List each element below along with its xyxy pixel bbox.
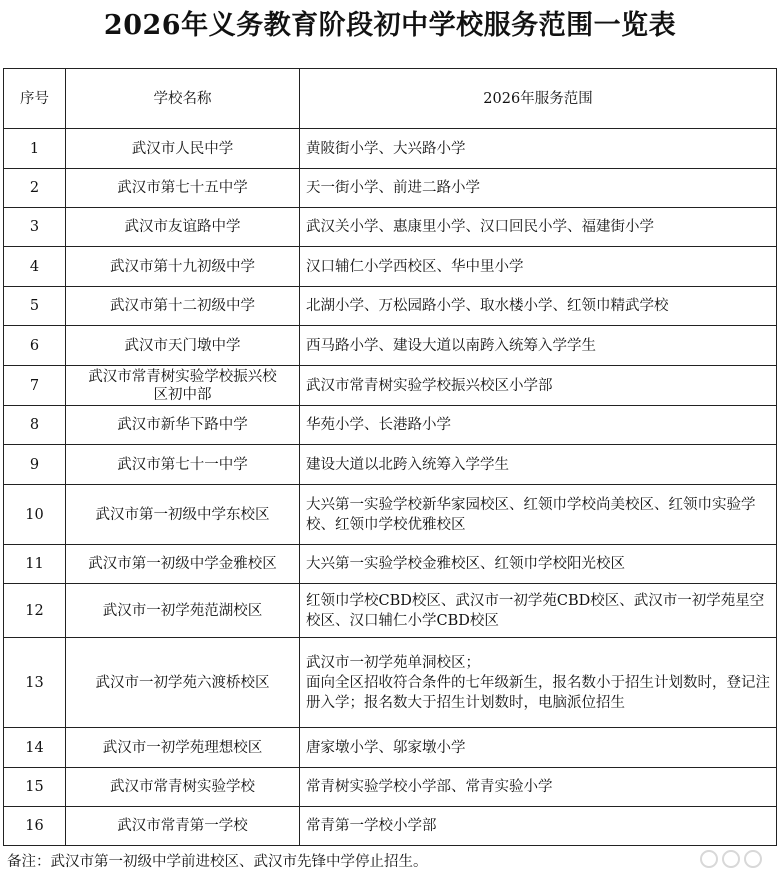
row-service-scope: 武汉市常青树实验学校振兴校区小学部 xyxy=(300,366,777,406)
watermark-dot-icon xyxy=(744,850,762,868)
table-row xyxy=(4,768,777,807)
row-service-scope: 华苑小学、长港路小学 xyxy=(300,406,777,445)
watermark-dot-icon xyxy=(722,850,740,868)
row-index: 8 xyxy=(4,406,66,445)
row-school-name: 武汉市第七十五中学 xyxy=(66,169,300,208)
row-service-scope: 武汉关小学、惠康里小学、汉口回民小学、福建街小学 xyxy=(300,208,777,247)
table-row xyxy=(4,406,777,445)
table-row xyxy=(4,728,777,768)
watermark-dot-icon xyxy=(700,850,718,868)
row-index: 3 xyxy=(4,208,66,247)
row-index: 7 xyxy=(4,366,66,406)
row-service-scope: 建设大道以北跨入统筹入学学生 xyxy=(300,445,777,485)
footnote: 备注：武汉市第一初级中学前进校区、武汉市先锋中学停止招生。 xyxy=(7,854,428,870)
row-school-name: 武汉市人民中学 xyxy=(66,129,300,169)
table-row xyxy=(4,326,777,366)
row-service-scope: 北湖小学、万松园路小学、取水楼小学、红领巾精武学校 xyxy=(300,287,777,326)
table-row xyxy=(4,129,777,169)
page-title: 2026年义务教育阶段初中学校服务范围一览表 xyxy=(103,10,677,41)
row-school-name: 武汉市一初学苑范湖校区 xyxy=(66,584,300,638)
row-school-name: 武汉市第七十一中学 xyxy=(66,445,300,485)
table-row xyxy=(4,169,777,208)
row-service-scope: 唐家墩小学、邬家墩小学 xyxy=(300,728,777,768)
table-row xyxy=(4,445,777,485)
table-row xyxy=(4,584,777,638)
row-index: 2 xyxy=(4,169,66,208)
row-index: 1 xyxy=(4,129,66,169)
row-service-scope: 大兴第一实验学校新华家园校区、红领巾学校尚美校区、红领巾实验学校、红领巾学校优雅校区 xyxy=(300,485,777,545)
table-row xyxy=(4,807,777,846)
row-index: 9 xyxy=(4,445,66,485)
table-row xyxy=(4,545,777,584)
row-service-scope: 常青树实验学校小学部、常青实验小学 xyxy=(300,768,777,807)
row-school-name: 武汉市常青树实验学校 xyxy=(66,768,300,807)
table-row xyxy=(4,247,777,287)
table-row xyxy=(4,287,777,326)
table-row xyxy=(4,208,777,247)
table-row xyxy=(4,638,777,728)
header-index: 序号 xyxy=(4,69,66,129)
row-school-name: 武汉市常青树实验学校振兴校区初中部 xyxy=(66,366,300,406)
row-service-scope: 常青第一学校小学部 xyxy=(300,807,777,846)
row-index: 10 xyxy=(4,485,66,545)
table-row xyxy=(4,366,777,406)
row-service-scope xyxy=(300,638,777,728)
row-school-name: 武汉市一初学苑六渡桥校区 xyxy=(66,638,300,728)
table-header-row xyxy=(4,69,777,129)
row-school-name: 武汉市第十二初级中学 xyxy=(66,287,300,326)
row-school-name: 武汉市第一初级中学金雅校区 xyxy=(66,545,300,584)
row-school-name: 武汉市第十九初级中学 xyxy=(66,247,300,287)
header-school-name: 学校名称 xyxy=(66,69,300,129)
row-service-scope: 西马路小学、建设大道以南跨入统筹入学学生 xyxy=(300,326,777,366)
row-index: 4 xyxy=(4,247,66,287)
row-index: 15 xyxy=(4,768,66,807)
row-index: 6 xyxy=(4,326,66,366)
row-school-name: 武汉市天门墩中学 xyxy=(66,326,300,366)
row-service-scope: 红领巾学校CBD校区、武汉市一初学苑CBD校区、武汉市一初学苑星空校区、汉口辅仁小学CBD校区 xyxy=(300,584,777,638)
row-index: 12 xyxy=(4,584,66,638)
row-service-scope: 汉口辅仁小学西校区、华中里小学 xyxy=(300,247,777,287)
row-index: 13 xyxy=(4,638,66,728)
row-service-scope-line: 武汉市一初学苑单洞校区； xyxy=(306,654,480,671)
service-scope-table xyxy=(3,68,777,846)
row-service-scope: 黄陂街小学、大兴路小学 xyxy=(300,129,777,169)
row-school-name: 武汉市一初学苑理想校区 xyxy=(66,728,300,768)
row-index: 16 xyxy=(4,807,66,846)
header-service-scope: 2026年服务范围 xyxy=(300,69,777,129)
row-service-scope-line: 面向全区招收符合条件的七年级新生，报名数小于招生计划数时，登记注册入学；报名数大于招生计划数时，电脑派位招生 xyxy=(306,674,770,711)
row-school-name: 武汉市第一初级中学东校区 xyxy=(66,485,300,545)
row-school-name: 武汉市新华下路中学 xyxy=(66,406,300,445)
row-service-scope: 大兴第一实验学校金雅校区、红领巾学校阳光校区 xyxy=(300,545,777,584)
row-index: 5 xyxy=(4,287,66,326)
watermark-dots-icon xyxy=(700,850,762,868)
row-service-scope: 天一街小学、前进二路小学 xyxy=(300,169,777,208)
table-row xyxy=(4,485,777,545)
row-school-name: 武汉市友谊路中学 xyxy=(66,208,300,247)
row-school-name: 武汉市常青第一学校 xyxy=(66,807,300,846)
row-index: 11 xyxy=(4,545,66,584)
row-index: 14 xyxy=(4,728,66,768)
